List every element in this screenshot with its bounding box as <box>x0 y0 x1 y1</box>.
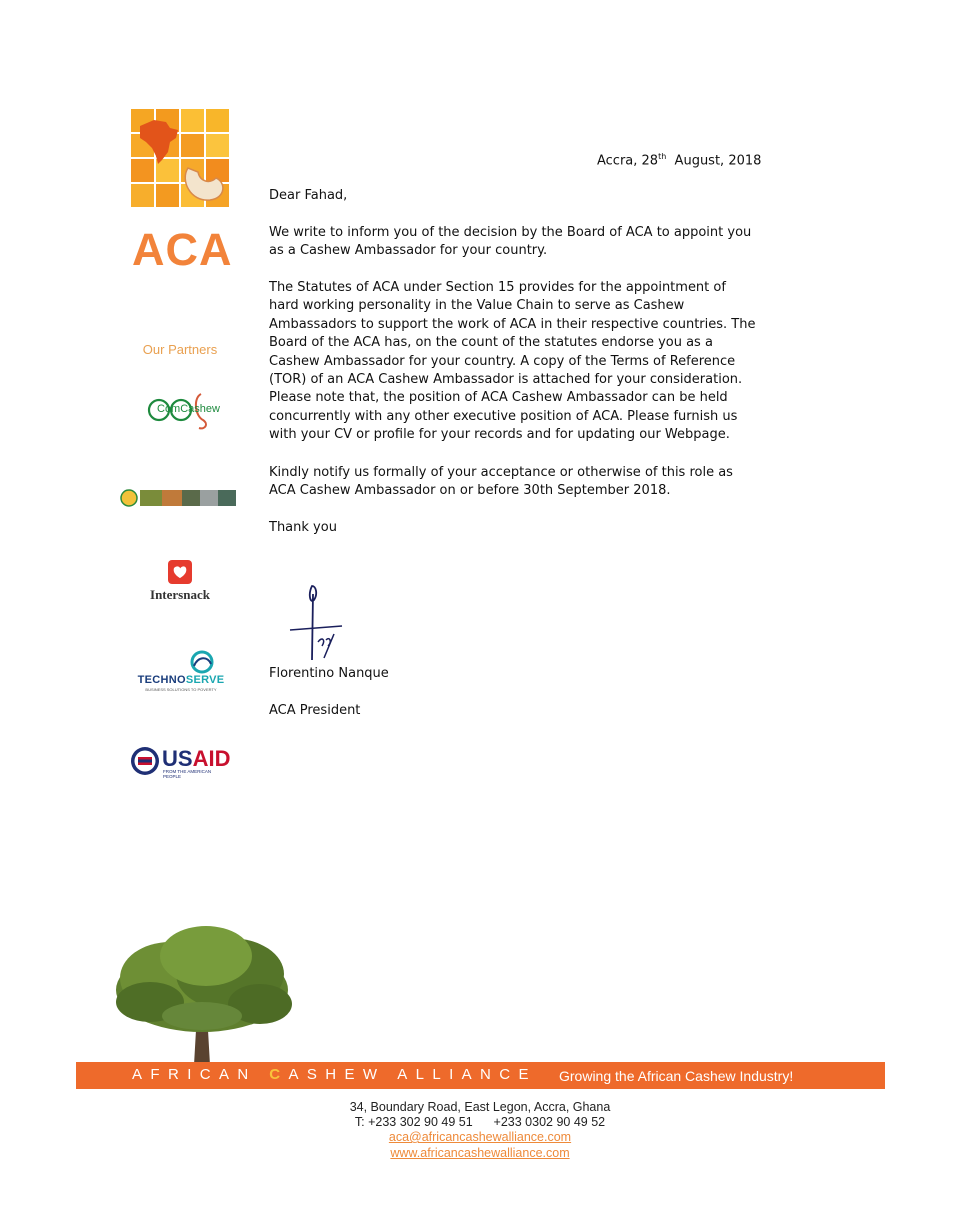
salutation: Dear Fahad, <box>269 188 348 203</box>
handwritten-signature <box>282 582 352 662</box>
comcashew-logo <box>145 388 220 432</box>
tree-illustration <box>110 920 295 1065</box>
usaid-logo <box>130 744 230 780</box>
website-link[interactable]: www.africancashewalliance.com <box>390 1146 570 1160</box>
usaid-wordmark-a: US <box>162 746 193 771</box>
letter-date <box>597 152 761 168</box>
usaid-seal-icon <box>130 744 160 778</box>
org-name-part-b: ASHEW ALLIANCE <box>288 1066 537 1083</box>
usaid-wordmark-b: AID <box>192 746 231 771</box>
date-month-year: August, 2018 <box>666 153 762 169</box>
org-tagline: Growing the African Cashew Industry! <box>559 1068 794 1084</box>
footer-phones: T: +233 302 90 49 51 +233 0302 90 49 52 <box>354 1115 606 1129</box>
technoserve-mark <box>136 650 226 674</box>
comcashew-wordmark: ComCashew <box>157 403 220 415</box>
org-name <box>132 1066 537 1083</box>
paragraph-statutes: The Statutes of ACA under Section 15 provides for the appointment of hard working personality in the Value Chain to serve as Cashew Ambassadors to support the work of ACA in their respective countries. The Board of the ACA has, on the count of the statutes endorse you as a Cashew Ambassador for your country. A copy of the Terms of Reference (TOR) of an ACA Cashew Ambassador is attached for your consideration. Please note that, the position of ACA Cashew Ambassador can be held concurrently with any other executive position of ACA. Please furnish us with your CV or profile for your records and for updating our Webpage. <box>269 280 756 443</box>
date-day: Accra, 28 <box>597 153 659 169</box>
footer-website-row <box>0 1146 960 1160</box>
closing: Thank you <box>269 520 337 535</box>
usaid-tagline: FROM THE AMERICAN PEOPLE <box>163 769 212 779</box>
aca-logo-text: ACA <box>132 224 233 275</box>
technoserve-logo <box>136 650 226 694</box>
paragraph-appointment: We write to inform you of the decision by the Board of ACA to appoint you as a Cashew Ambassador for your country. <box>269 225 752 259</box>
org-name-c: C <box>269 1066 289 1083</box>
footer-brand-band <box>76 1062 885 1089</box>
intersnack-wordmark: Intersnack <box>150 587 210 602</box>
aca-logo-mark <box>130 108 230 208</box>
technoserve-wordmark-b: SERVE <box>185 674 225 686</box>
partner-photo-strip-logo <box>120 489 236 507</box>
footer-address: 34, Boundary Road, East Legon, Accra, Ghana <box>349 1100 611 1114</box>
org-name-part-a: AFRICAN <box>132 1066 270 1083</box>
date-ordinal: th <box>658 152 667 161</box>
technoserve-tagline: BUSINESS SOLUTIONS TO POVERTY <box>145 687 217 692</box>
email-link[interactable]: aca@africancashewalliance.com <box>388 1130 572 1144</box>
signer-name: Florentino Nanque <box>269 666 389 681</box>
intersnack-logo <box>140 560 220 604</box>
technoserve-wordmark-a: TECHNO <box>137 674 186 686</box>
footer-email-row <box>0 1130 960 1144</box>
partners-heading: Our Partners <box>142 342 218 357</box>
paragraph-notify: Kindly notify us formally of your acceptance or otherwise of this role as ACA Cashew Ambassador on or before 30th September 2018. <box>269 465 733 499</box>
signer-title: ACA President <box>269 703 361 718</box>
technoserve-wordmark <box>136 674 226 686</box>
intersnack-mark <box>140 560 220 586</box>
